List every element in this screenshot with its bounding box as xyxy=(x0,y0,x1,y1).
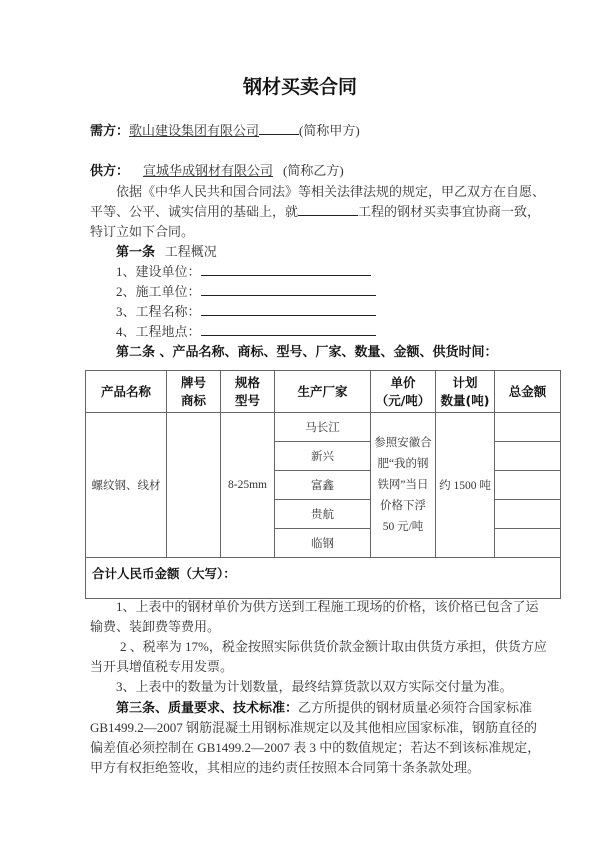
field-project-name xyxy=(116,301,376,320)
seller-label: 供方： xyxy=(90,164,130,179)
article3-line-1 xyxy=(116,697,532,716)
header-text: 牌号 xyxy=(180,374,206,390)
header-product-name: 产品名称 xyxy=(86,371,167,413)
page-title: 钢材买卖合同 xyxy=(242,76,357,98)
price-text: 肥“我的钢 xyxy=(377,457,429,470)
total-row xyxy=(86,558,561,599)
header-brand xyxy=(167,371,221,413)
buyer-line xyxy=(90,120,360,139)
buyer-name: 歌山建设集团有限公司 xyxy=(129,123,260,138)
field-contractor xyxy=(116,281,376,300)
cell-manufacturer: 马长江 xyxy=(275,413,371,442)
buyer-suffix: (简称甲方) xyxy=(299,123,360,138)
cell-manufacturer: 新兴 xyxy=(275,442,371,471)
intro-line-3: 特订立如下合同。 xyxy=(90,224,195,239)
header-text: 规格 xyxy=(234,374,260,390)
intro-text: 平等、公平、诚实信用的基础上，就 xyxy=(90,204,299,219)
cell-manufacturer: 富鑫 xyxy=(275,471,371,500)
header-text: 计划 xyxy=(452,374,478,390)
header-manufacturer: 生产厂家 xyxy=(275,371,371,413)
header-unit-price xyxy=(371,371,436,413)
header-text: （元/吨） xyxy=(375,392,431,408)
header-text: 型号 xyxy=(234,392,260,408)
header-quantity xyxy=(436,371,495,413)
intro-line-2 xyxy=(90,201,540,220)
field-blank xyxy=(201,303,376,316)
price-text: 参照安徽合 xyxy=(374,436,432,449)
note-3: 3、上表中的数量为计划数量，最终结算货款以双方实际交付量为准。 xyxy=(116,679,513,694)
cell-price xyxy=(371,413,436,558)
cell-quantity: 约 1500 吨 xyxy=(436,413,495,558)
cell-total xyxy=(495,442,561,471)
cell-brand xyxy=(167,413,221,558)
field-construction-unit xyxy=(116,261,371,280)
note-2: 2 、税率为 17%，税金按照实际供货价款金额计取由供货方承担，供货方应 xyxy=(120,639,547,654)
field-blank xyxy=(201,263,371,276)
article3-text: 乙方所提供的钢材质量必须符合国家标准 xyxy=(298,700,533,715)
cell-total xyxy=(495,500,561,529)
field-label: 1、建设单位： xyxy=(116,264,201,279)
intro-line-1: 依据《中华人民共和国合同法》等相关法律法规的规定，甲乙双方在自愿、 xyxy=(116,184,546,199)
article3-line-4: 甲方有权拒绝签收，其相应的违约责任按照本合同第十条条款处理。 xyxy=(90,760,481,775)
note-1: 1、上表中的钢材单价为供方送到工程施工现场的价格，该价格已包含了运 xyxy=(116,599,539,614)
article1-heading xyxy=(116,241,217,260)
header-total: 总金额 xyxy=(495,371,561,413)
article2-heading: 第二条 、产品名称、商标、型号、厂家、数量、金额、供货时间： xyxy=(116,345,498,360)
field-label: 3、工程名称： xyxy=(116,304,201,319)
header-text: 数量(吨) xyxy=(440,392,490,408)
note-1-cont: 输费、装卸费等费用。 xyxy=(90,619,221,634)
cell-manufacturer: 临钢 xyxy=(275,529,371,558)
cell-manufacturer: 贵航 xyxy=(275,500,371,529)
project-blank xyxy=(298,203,358,216)
cell-total xyxy=(495,471,561,500)
total-amount-label: 合计人民币金额（大写）： xyxy=(86,558,561,599)
cell-product: 螺纹钢、线材 xyxy=(86,413,167,558)
article3-line-3: 偏差值必须控制在 GB1499.2—2007 表 3 中的数值规定；若达不到该标准规定， xyxy=(90,740,541,755)
buyer-label: 需方： xyxy=(90,124,130,139)
field-blank xyxy=(201,323,376,336)
header-text: 单价 xyxy=(390,374,416,390)
article1-number: 第一条 xyxy=(116,245,156,260)
field-project-location xyxy=(116,321,376,340)
intro-text: 工程的钢材买卖事宜协商一致， xyxy=(358,204,541,219)
price-text: 50 元/吨 xyxy=(382,520,424,533)
seller-line xyxy=(90,160,344,179)
article3-heading: 第三条、质量要求、技术标准： xyxy=(116,701,299,716)
article1-title: 工程概况 xyxy=(164,244,217,259)
cell-total xyxy=(495,529,561,558)
field-label: 4、工程地点： xyxy=(116,324,201,339)
cell-total xyxy=(495,413,561,442)
cell-spec: 8-25mm xyxy=(221,413,275,558)
table-row xyxy=(86,413,561,442)
header-spec xyxy=(221,371,275,413)
note-2-cont: 当开具增值税专用发票。 xyxy=(90,659,234,674)
seller-name: 宣城华成钢材有限公司 xyxy=(143,163,274,178)
price-text: 价格下浮 xyxy=(380,499,426,512)
price-text: 铁网”当日 xyxy=(377,478,429,491)
buyer-blank xyxy=(259,122,299,135)
field-blank xyxy=(201,283,376,296)
seller-suffix: (简称乙方) xyxy=(283,163,344,178)
article3-line-2: GB1499.2—2007 钢筋混凝土用钢标准规定以及其他相应国家标准，钢筋直径的 xyxy=(90,720,538,735)
table-header-row xyxy=(86,371,561,413)
header-text: 商标 xyxy=(180,392,206,408)
product-table xyxy=(85,370,561,599)
field-label: 2、施工单位： xyxy=(116,284,201,299)
